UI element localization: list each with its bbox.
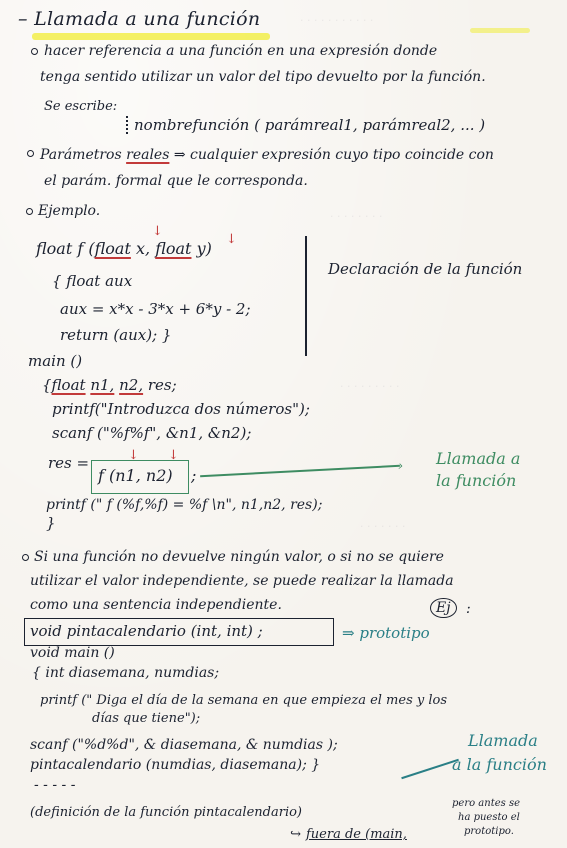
arrow-connector [401, 759, 459, 779]
arrow-head-icon: › [398, 459, 404, 474]
colon: : [466, 601, 471, 617]
call-note-1: Llamada a [436, 449, 521, 468]
call-syntax: nombrefunción ( parámreal1, parámreal2, ... ) [126, 116, 485, 134]
call-note-2: la función [436, 471, 517, 490]
call-note-2: a la función [452, 755, 547, 774]
bullet1-line2: tenga sentido utilizar un valor del tipo devuelto por la función. [40, 69, 486, 85]
arrow-icon: ↪ [290, 827, 301, 842]
prototype-line: void pintacalendario (int, int) ; [30, 622, 263, 640]
definition-note: (definición de la función pintacalendario) [30, 805, 302, 820]
ghost-text: · · · · · · · · [330, 210, 383, 223]
ghost-text: · · · · · · · · · [340, 380, 400, 393]
footnote-2: ha puesto el [458, 812, 520, 823]
main-decl: main () [28, 352, 83, 370]
bullet-icon [26, 208, 33, 215]
red-arrow-icon: ↓ [128, 448, 139, 463]
bullet-icon [22, 554, 29, 561]
bullet4-line2: utilizar el valor independiente, se puede realizar la llamada [30, 573, 454, 589]
fuera-note: fuera de (main, [306, 827, 407, 842]
bullet-icon [27, 150, 34, 157]
code-line: printf (" f (%f,%f) = %f \n", n1,n2, res); [46, 497, 323, 513]
highlight-mark [470, 28, 530, 33]
ghost-text: · · · · · · · · · · · [300, 14, 374, 27]
ej-label: Ej [430, 598, 457, 618]
code-line: aux = x*x - 3*x + 6*y - 2; [60, 300, 251, 318]
footnote-3: prototipo. [464, 826, 514, 837]
function-call: f (n1, n2) [98, 466, 173, 485]
page-title: – Llamada a una función [18, 8, 261, 30]
code-line: { float aux [52, 272, 133, 290]
bullet-icon [31, 48, 38, 55]
semicolon: ; [191, 466, 197, 485]
function-signature: float f (float x, float y) [36, 239, 212, 258]
red-arrow-icon: ↓ [168, 448, 179, 463]
bullet4-line1: Si una función no devuelve ningún valor, o si no se quiere [34, 549, 444, 565]
declaration-note: Declaración de la función [328, 260, 523, 278]
code-line: return (aux); } [60, 326, 172, 344]
reales-word: reales [126, 147, 170, 163]
parametros-word: Parámetros [40, 147, 122, 163]
bullet2-rest: ⇒ cualquier expresión cuyo tipo coincide con [173, 147, 494, 163]
bullet4-line3: como una sentencia independiente. [30, 597, 282, 613]
call-note-1: Llamada [468, 731, 538, 750]
se-escribe-label: Se escribe: [44, 99, 118, 114]
red-arrow-icon: ↓ [226, 232, 237, 247]
bullet2-line2: el parám. formal que le corresponda. [44, 173, 308, 189]
ellipsis-dashes: - - - - - [34, 777, 76, 793]
close-brace: } [46, 514, 56, 532]
main-decl: void main () [30, 645, 115, 661]
title-highlight [32, 33, 270, 40]
prototype-note: ⇒ prototipo [342, 624, 430, 642]
code-line: scanf ("%d%d", & diasemana, & numdias ); [30, 737, 338, 753]
code-line: días que tiene"); [92, 711, 201, 726]
bullet1-line1: hacer referencia a una función en una expresión donde [44, 43, 438, 59]
code-line: printf("Introduzca dos números"); [52, 400, 310, 418]
var-decl: {float n1, n2, res; [42, 376, 177, 394]
footnote-1: pero antes se [452, 798, 520, 809]
arrow-connector [200, 465, 400, 477]
code-line: pintacalendario (numdias, diasemana); } [30, 757, 321, 773]
res-assign: res = [48, 454, 90, 472]
bracket-line [305, 236, 307, 356]
bullet2-line1 [40, 146, 494, 164]
red-arrow-icon: ↓ [152, 224, 163, 239]
ghost-text: · · · · · · · [360, 520, 406, 533]
code-line: scanf ("%f%f", &n1, &n2); [52, 424, 252, 442]
code-line: printf (" Diga el día de la semana en que empieza el mes y los [40, 693, 448, 708]
ejemplo-label: Ejemplo. [38, 203, 101, 219]
var-decl: { int diasemana, numdias; [32, 665, 220, 681]
